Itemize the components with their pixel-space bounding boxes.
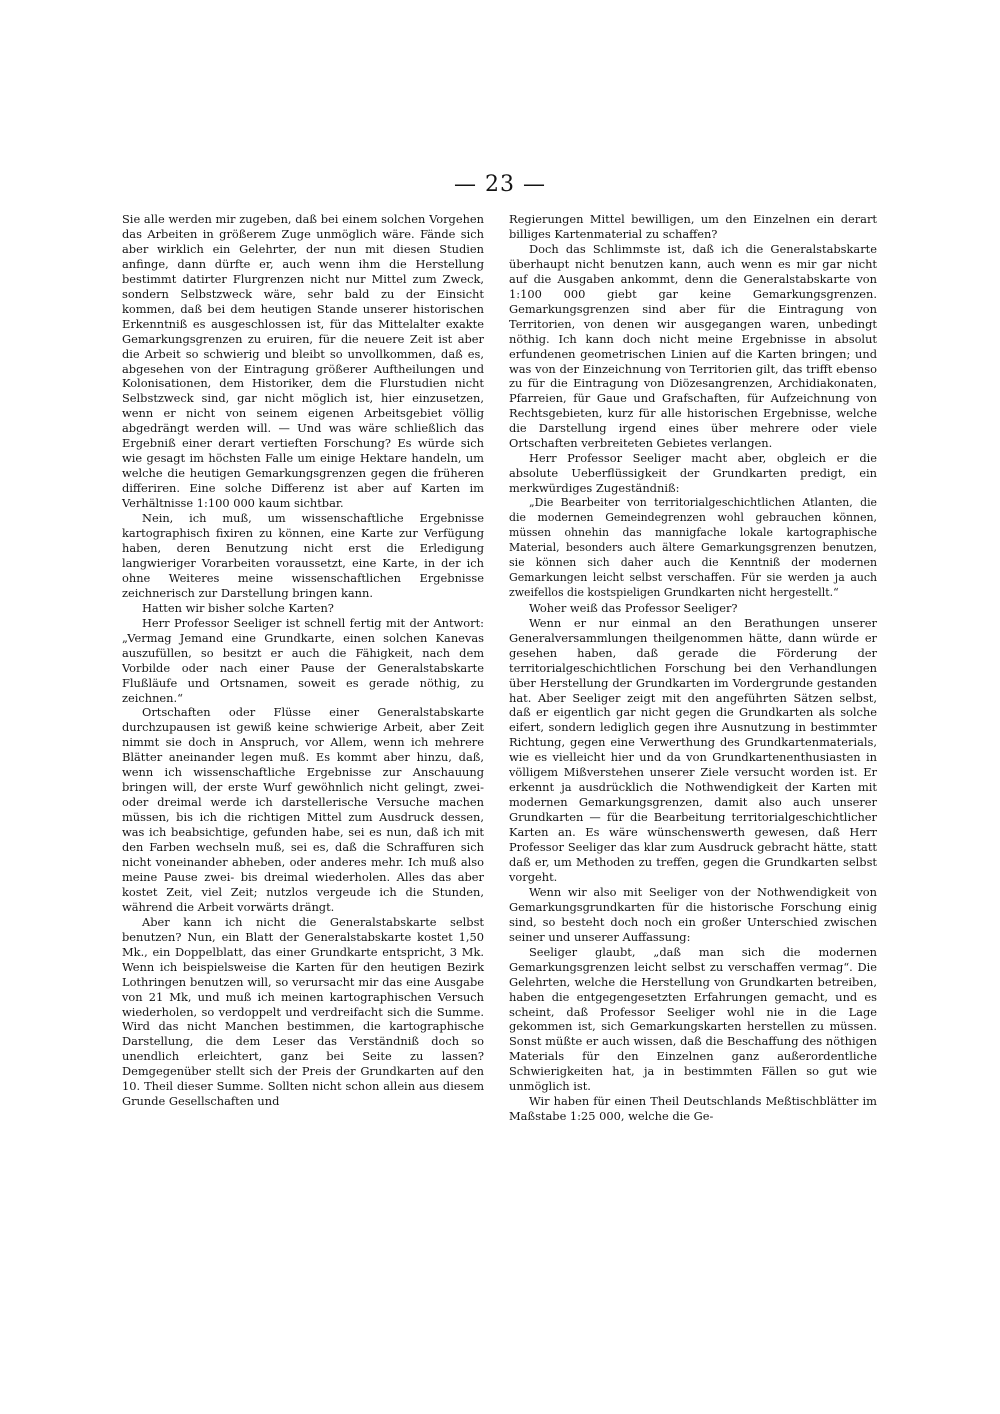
paragraph: Aber kann ich nicht die Generalstabskarte selbst benutzen? Nun, ein Blatt der Generalstabskarte kostet 1,50 Mk., ein Doppelblatt, das einer Grundkarte entspricht, 3 Mk. Wenn ich beispielsweise die Karten für den heutigen Bezirk Lothringen benutzen will, so verursacht mir das eine Ausgabe von 21 Mk, und muß ich meinen kartographischen Versuch wiederholen, so verdoppelt und verdreifacht sich die Summe. Wird das nicht Manchen bestimmen, die kartographische Darstellung, die dem Leser das Verständniß doch so unendlich erleichtert, ganz bei Seite zu lassen? Demgegenüber stellt sich der Preis der Grundkarten auf den 10. Theil dieser Summe. Sollten nicht schon allein aus diesem Grunde Gesellschaften und bbox=[122, 914, 484, 1109]
right-column bbox=[509, 212, 877, 1124]
paragraph: Wir haben für einen Theil Deutschlands Meßtischblätter im Maßstabe 1:25 000, welche die Ge- bbox=[509, 1094, 877, 1124]
paragraph: Herr Professor Seeliger ist schnell fertig mit der Antwort: „Vermag Jemand eine Grundkarte, einen solchen Kanevas auszufüllen, so besitzt er auch die Fähigkeit, nach dem Vorbilde oder nach einer Pause der Generalstabskarte Flußläufe und Ortsnamen, soweit es gerade nöthig, zu zeichnen.“ bbox=[122, 615, 484, 705]
paragraph: Hatten wir bisher solche Karten? bbox=[142, 600, 334, 615]
paragraph: Sie alle werden mir zugeben, daß bei einem solchen Vorgehen das Arbeiten in größerem Zuge unmöglich wäre. Fände sich aber wirklich ein Gelehrter, der nun mit diesen Studien anfinge, dann dürfte er, auch wenn ihm die Herstellung bestimmt datirter Flurgrenzen nicht nur Mittel zum Zweck, sondern Selbstzweck wäre, sehr bald zu der Einsicht kommen, daß bei dem heutigen Stande unserer historischen Erkenntniß es ausgeschlossen ist, für das Mittelalter exakte Gemarkungsgrenzen zu eruiren, für die neuere Zeit ist aber die Arbeit so schwierig und bleibt so unvollkommen, daß es, abgesehen von der Eintragung größerer Auftheilungen und Kolonisationen, dem Historiker, dem die Flurstudien nicht Selbstzweck sind, gar nicht möglich ist, hier einzusetzen, wenn er nicht von seinem eigenen Arbeitsgebiet völlig abgedrängt werden will. — Und was wäre schließlich das Ergebniß einer derart vertieften Forschung? Es würde sich wie gesagt im höchsten Falle um einige Hektare handeln, um welche die heutigen Gemarkungsgrenzen gegen die früheren differiren. Eine solche Differenz ist aber auf Karten im Verhältnisse 1:100 000 kaum sichtbar. bbox=[122, 212, 484, 511]
paragraph: Herr Professor Seeliger macht aber, obgleich er die absolute Ueberflüssigkeit der Grundkarten predigt, ein merkwürdiges Zugeständniß: bbox=[509, 451, 877, 496]
paragraph: Woher weiß das Professor Seeliger? bbox=[529, 600, 738, 615]
paragraph: Ortschaften oder Flüsse einer Generalstabskarte durchzupausen ist gewiß keine schwierige Arbeit, aber Zeit nimmt sie doch in Anspruch, vor Allem, wenn ich mehrere Blätter aneinander legen muß. Es kommt aber hinzu, daß, wenn ich wissenschaftliche Ergebnisse zur Anschauung bringen will, der erste Wurf gewöhnlich nicht gelingt, zwei- oder dreimal werde ich darstellerische Versuche machen müssen, bis ich die richtigen Mittel zum Ausdruck dessen, was ich beabsichtige, gefunden habe, sei es nun, daß ich mit den Farben wechseln muß, sei es, daß die Schraffuren sich nicht voneinander abheben, oder anderes mehr. Ich muß also meine Pause zwei- bis dreimal wiederholen. Alles das aber kostet Zeit, viel Zeit; nutzlos vergeude ich die Stunden, während die Arbeit vorwärts drängt. bbox=[122, 705, 484, 914]
paragraph: Wenn wir also mit Seeliger von der Nothwendigkeit von Gemarkungsgrundkarten für die historische Forschung einig sind, so besteht doch noch ein großer Unterschied zwischen seiner und unserer Auffassung: bbox=[509, 884, 877, 944]
paragraph: Doch das Schlimmste ist, daß ich die Generalstabskarte überhaupt nicht benutzen kann, auch wenn es mir gar nicht auf die Ausgaben ankommt, denn die Generalstabskarte von 1:100 000 giebt gar keine Gemarkungsgrenzen. Gemarkungsgrenzen sind aber für die Eintragung von Territorien, von denen wir ausgegangen waren, unbedingt nöthig. Ich kann doch nicht meine Ergebnisse in absolut erfundenen geometrischen Linien auf die Karten bringen; und was von der Einzeichnung von Territorien gilt, das trifft ebenso zu für die Eintragung von Diözesangrenzen, Archidiakonaten, Pfarreien, für Gaue und Grafschaften, für Aufzeichnung von Rechtsgebieten, kurz für alle historischen Ergebnisse, welche die Darstellung irgend eines über mehrere oder viele Ortschaften verbreiteten Gebietes verlangen. bbox=[509, 241, 877, 451]
page-number: — 23 — bbox=[454, 172, 546, 197]
paragraph: Nein, ich muß, um wissenschaftliche Ergebnisse kartographisch fixiren zu können, eine Karte zur Verfügung haben, deren Benutzung nicht erst die Erledigung langwieriger Vorarbeiten voraussetzt, eine Karte, in der ich ohne Weiteres meine wissenschaftlichen Ergebnisse zeichnerisch zur Darstellung bringen kann. bbox=[122, 511, 484, 600]
quotation-paragraph: „Die Bearbeiter von territorialgeschichtlichen Atlanten, die die modernen Gemeindegrenzen wohl gebrauchen können, müssen ohnehin das mannigfache lokale kartographische Material, besonders auch ältere Gemarkungsgrenzen benutzen, sie können sich daher auch die Kenntniß der modernen Gemarkungen leicht selbst verschaffen. Für sie werden ja auch zweifellos die kostspieligen Grundkarten nicht hergestellt.“ bbox=[509, 496, 877, 599]
paragraph: Wenn er nur einmal an den Berathungen unserer Generalversammlungen theilgenommen hätte, dann würde er gesehen haben, daß gerade die Förderung der territorialgeschichtlichen Forschung bei den Verhandlungen über Herstellung der Grundkarten im Vordergrunde gestanden hat. Aber Seeliger zeigt mit den angeführten Sätzen selbst, daß er eigentlich gar nicht gegen die Grundkarten als solche eifert, sondern lediglich gegen ihre Ausnutzung in bestimmter Richtung, gegen eine Verwerthung des Grundkartenmaterials, wie es vielleicht hier und da von Grundkartenenthusiasten in völligem Mißverstehen unserer Ziele versucht worden ist. Er erkennt ja ausdrücklich die Nothwendigkeit der Karten mit modernen Gemarkungsgrenzen, damit also auch unserer Grundkarten — für die Bearbeitung territorialgeschichtlicher Karten an. Es wäre wünschenswerth gewesen, daß Herr Professor Seeliger das klar zum Ausdruck gebracht hätte, statt daß er, um Methoden zu treffen, gegen die Grundkarten selbst vorgeht. bbox=[509, 615, 877, 884]
paragraph: Seeliger glaubt, „daß man sich die modernen Gemarkungsgrenzen leicht selbst zu verschaffen vermag“. Die Gelehrten, welche die Herstellung von Grundkarten betreiben, haben die entgegengesetzten Erfahrungen gemacht, und es scheint, daß Professor Seeliger wohl nie in die Lage gekommen ist, sich Gemarkungskarten herstellen zu müssen. Sonst müßte er auch wissen, daß die Beschaffung des nöthigen Materials für den Einzelnen ganz außerordentliche Schwierigkeiten hat, ja in bestimmten Fällen so gut wie unmöglich ist. bbox=[509, 944, 877, 1094]
paragraph: Regierungen Mittel bewilligen, um den Einzelnen ein derart billiges Kartenmaterial zu schaffen? bbox=[509, 212, 877, 241]
left-column bbox=[122, 212, 484, 1109]
